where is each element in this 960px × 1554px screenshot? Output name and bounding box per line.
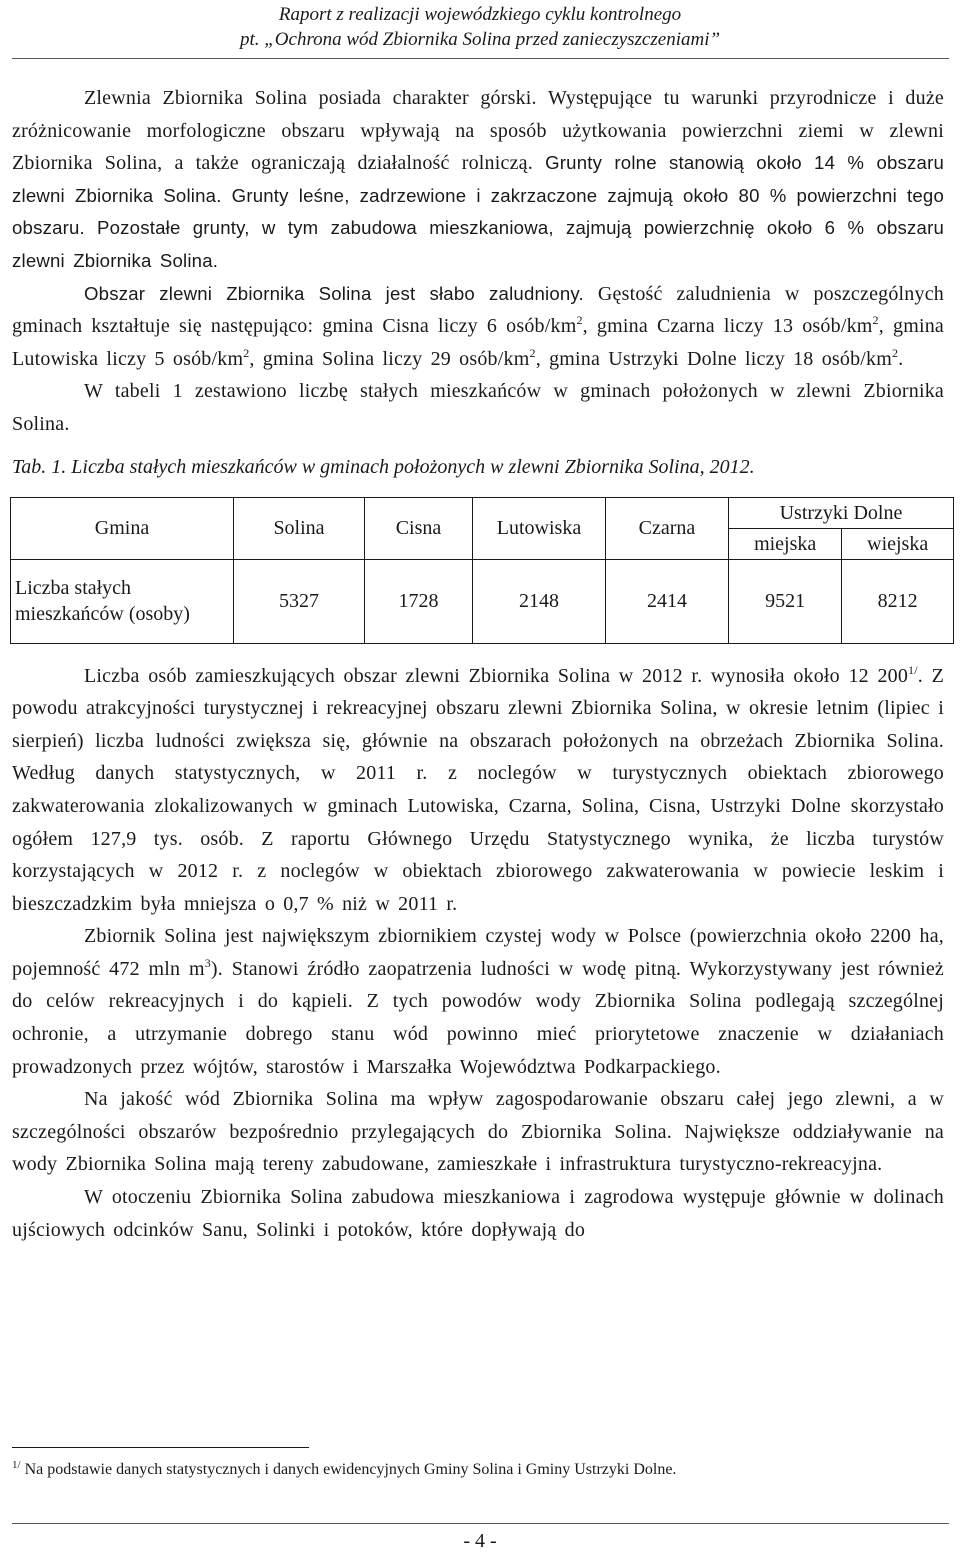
paragraph-4-b: . Z powodu atrakcyjności turystycznej i rekreacyjnej obszaru zlewni Zbiornika Solina, w okresie letnim (lipiec i sierpień) liczba ludności zwiększa się, głównie na obszarach położonych na obrzeżach Zbiornika Solina. Według danych statystycznych, w 2011 r. z noclegów w turystycznych obiektach zbiorowego zakwaterowania zlokalizowanych w gminach Lutowiska, Czarna, Solina, Cisna, Ustrzyki Dolne skorzystało ogółem 127,9 tys. osób. Z raportu Głównego Urzędu Statystycznego wynika, że liczba turystów korzystających w 2012 r. z noclegów w obiektach zbiorowego zakwaterowania w powiecie leskim i bieszczadzkim była mniejsza o 0,7 % niż w 2011 r. xyxy=(12,664,944,915)
superscript: 2 xyxy=(892,345,899,360)
paragraph-5-a: Zbiornik Solina jest największym zbiornikiem czystej wody w Polsce (powierzchnia około 2200 ha, pojemność 472 mln m xyxy=(12,925,944,980)
table-header-gmina: Gmina xyxy=(11,497,234,559)
table-header-wiejska: wiejska xyxy=(842,528,954,559)
page-number: - 4 - xyxy=(463,1530,497,1552)
table-row-label: Liczba stałych mieszkańców (osoby) xyxy=(11,559,234,643)
superscript: 2 xyxy=(872,313,879,328)
paragraph-2-d: , gmina Lutowiska liczy 5 osób/km xyxy=(12,315,944,370)
paragraph-1 xyxy=(12,82,944,278)
paragraph-2-c: , gmina Czarna liczy 13 osób/km xyxy=(582,315,873,338)
superscript: 2 xyxy=(243,345,250,360)
header-divider xyxy=(12,58,949,59)
paragraph-2-b: Gęstość zaludnienia w poszczególnych gminach kształtuje się następująco: gmina Cisna liczy 6 osób/km xyxy=(12,282,944,338)
header-line-2: pt. „Ochrona wód Zbiornika Solina przed zanieczyszczeniami” xyxy=(239,29,721,50)
superscript: 2 xyxy=(576,313,583,328)
footnote-divider xyxy=(12,1447,309,1448)
paragraph-2-g: . xyxy=(898,347,904,370)
paragraph-2 xyxy=(12,278,944,376)
paragraph-1-a: Zlewnia Zbiornika Solina posiada charakter górski. Występujące tu warunki przyrodnicze i duże zróżnicowanie morfologiczne obszaru wpływają na sposób użytkowania powierzchni ziemi w zlewni Zbiornika Solina, a także ograniczają działalność rolniczą. xyxy=(12,87,944,175)
page-header xyxy=(0,0,960,52)
paragraph-4-a: Liczba osób zamieszkujących obszar zlewni Zbiornika Solina w 2012 r. wynosiła około 12 200 xyxy=(84,664,909,687)
paragraph-2-f: , gmina Ustrzyki Dolne liczy 18 osób/km xyxy=(535,347,892,370)
paragraph-7: W otoczeniu Zbiornika Solina zabudowa mieszkaniowa i zagrodowa występuje głównie w dolinach ujściowych odcinków Sanu, Solinki i potoków, które dopływają do xyxy=(12,1186,944,1241)
footnote-mark: 1/ xyxy=(12,1459,21,1471)
paragraph-3: W tabeli 1 zestawiono liczbę stałych mieszkańców w gminach położonych w zlewni Zbiornika Solina. xyxy=(12,380,944,435)
footnote-text: Na podstawie danych statystycznych i danych ewidencyjnych Gminy Solina i Gminy Ustrzyki Dolne. xyxy=(20,1461,677,1478)
paragraph-1-c: Pozostałe grunty, w tym zabudowa mieszkaniowa, zajmują powierzchnię około 6 % obszaru zlewni Zbiornika Solina. xyxy=(12,217,944,271)
table-header-lutowiska: Lutowiska xyxy=(473,497,606,559)
document-body xyxy=(12,82,944,1246)
table-cell-cisna: 1728 xyxy=(365,559,473,643)
paragraph-4 xyxy=(12,660,944,921)
paragraph-2-a: Obszar zlewni Zbiornika Solina jest słabo zaludniony. xyxy=(84,282,584,304)
footer-divider xyxy=(12,1523,949,1524)
paragraph-2-e: , gmina Solina liczy 29 osób/km xyxy=(249,347,530,370)
table-caption: Tab. 1. Liczba stałych mieszkańców w gminach położonych w zlewni Zbiornika Solina, 2012. xyxy=(12,455,755,478)
footnote xyxy=(12,1460,944,1480)
footnote-reference: 1/ xyxy=(908,662,918,677)
paragraph-5 xyxy=(12,920,944,1083)
table-cell-miejska: 9521 xyxy=(729,559,842,643)
superscript: 2 xyxy=(529,345,536,360)
table-header-ustrzyki: Ustrzyki Dolne xyxy=(729,497,954,528)
superscript: 3 xyxy=(204,955,211,970)
table-cell-solina: 5327 xyxy=(234,559,365,643)
table-header-czarna: Czarna xyxy=(606,497,729,559)
header-line-1: Raport z realizacji wojewódzkiego cyklu kontrolnego xyxy=(278,4,682,25)
paragraph-1-b: Grunty rolne stanowią około 14 % obszaru zlewni Zbiornika Solina. Grunty leśne, zadrzewione i zakrzaczone zajmują około 80 % powierzchni tego obszaru. xyxy=(12,152,945,239)
population-table xyxy=(10,497,954,644)
table-header-solina: Solina xyxy=(234,497,365,559)
paragraph-6: Na jakość wód Zbiornika Solina ma wpływ zagospodarowanie obszaru całej jego zlewni, a w szczególności obszarów bezpośrednio przylegających do Zbiornika Solina. Największe oddziaływanie na wody Zbiornika Solina mają tereny zabudowane, zamieszkałe i infrastruktura turystyczno-rekreacyjna. xyxy=(12,1088,944,1176)
table-cell-lutowiska: 2148 xyxy=(473,559,606,643)
paragraph-5-b: ). Stanowi źródło zaopatrzenia ludności w wodę pitną. Wykorzystywany jest również do celów rekreacyjnych i do kąpieli. Z tych powodów wody Zbiornika Solina podlegają szczególnej ochronie, a utrzymanie dobrego stanu wód powinno mieć priorytetowe znaczenie w działaniach prowadzonych przez wójtów, starostów i Marszałka Województwa Podkarpackiego. xyxy=(12,957,944,1078)
table-cell-czarna: 2414 xyxy=(606,559,729,643)
table-header-cisna: Cisna xyxy=(365,497,473,559)
table-cell-wiejska: 8212 xyxy=(842,559,954,643)
table-header-miejska: miejska xyxy=(729,528,842,559)
